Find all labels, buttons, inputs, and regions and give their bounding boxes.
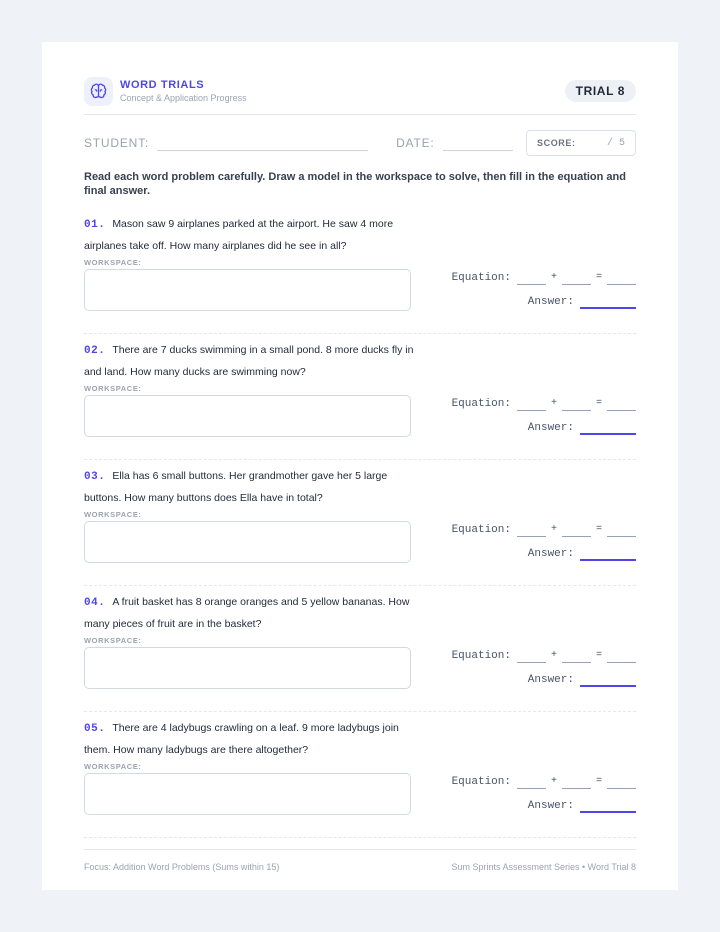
workspace-box[interactable] (84, 395, 411, 437)
problem-text (84, 340, 414, 383)
footer-focus: Focus: Addition Word Problems (Sums within 15) (84, 862, 280, 872)
footer-series: Sum Sprints Assessment Series • Word Trial 8 (451, 862, 636, 872)
brand (84, 77, 247, 106)
plus-sign: + (550, 524, 557, 535)
equation-row (452, 521, 636, 537)
addend-2-blank[interactable] (562, 269, 591, 285)
addend-1-blank[interactable] (517, 269, 546, 285)
app-title: WORD TRIALS (120, 78, 205, 91)
workspace-label: WORKSPACE: (84, 510, 142, 519)
addend-2-blank[interactable] (562, 773, 591, 789)
equation-label: Equation: (451, 650, 511, 662)
problem-number: 01. (84, 219, 106, 231)
problem-question: A fruit basket has 8 orange oranges and 5 yellow bananas. How many pieces of fruit are in the basket? (84, 596, 410, 630)
answer-label: Answer: (527, 800, 574, 812)
sum-blank[interactable] (607, 773, 636, 789)
addend-2-blank[interactable] (562, 647, 591, 663)
addend-1-blank[interactable] (517, 647, 546, 663)
equation-label: Equation: (451, 776, 511, 788)
problem-question: There are 7 ducks swimming in a small pond. 8 more ducks fly in and land. How many ducks are swimming now? (84, 344, 414, 378)
problem-question: Mason saw 9 airplanes parked at the airport. He saw 4 more airplanes take off. How many airplanes did he see in all? (84, 218, 394, 252)
problem-text (84, 214, 414, 257)
instructions: Read each word problem carefully. Draw a model in the workspace to solve, then fill in the equation and final answer. (84, 171, 626, 197)
trial-badge: TRIAL 8 (565, 80, 636, 102)
answer-blank[interactable] (580, 545, 636, 561)
problem-item (84, 334, 636, 460)
problem-number: 02. (84, 345, 106, 357)
plus-sign: + (550, 650, 557, 661)
answer-row (528, 293, 636, 309)
equation-label: Equation: (451, 398, 511, 410)
answer-row (528, 797, 636, 813)
app-subtitle: Concept & Application Progress (120, 92, 247, 103)
equation-row (452, 647, 636, 663)
student-info-row (84, 130, 636, 156)
problem-item (84, 208, 636, 334)
workspace-box[interactable] (84, 773, 411, 815)
answer-blank[interactable] (580, 419, 636, 435)
addend-1-blank[interactable] (517, 395, 546, 411)
problem-number: 05. (84, 723, 106, 735)
problem-item (84, 712, 636, 838)
problem-number: 04. (84, 597, 106, 609)
addend-2-blank[interactable] (562, 395, 591, 411)
student-name-field[interactable] (157, 150, 368, 151)
problem-text (84, 466, 414, 509)
score-label: SCORE: (537, 138, 576, 148)
sum-blank[interactable] (607, 521, 636, 537)
student-label: STUDENT: (84, 136, 150, 150)
problem-question: There are 4 ladybugs crawling on a leaf. 9 more ladybugs join them. How many ladybugs are there altogether? (84, 722, 399, 756)
workspace-label: WORKSPACE: (84, 762, 142, 771)
workspace-box[interactable] (84, 647, 411, 689)
workspace-label: WORKSPACE: (84, 258, 142, 267)
problem-text (84, 592, 414, 635)
sum-blank[interactable] (607, 647, 636, 663)
brain-icon (84, 77, 113, 106)
equals-sign: = (595, 398, 602, 409)
problem-item (84, 586, 636, 712)
answer-blank[interactable] (580, 671, 636, 687)
workspace-box[interactable] (84, 521, 411, 563)
equals-sign: = (595, 650, 602, 661)
score-value: / 5 (606, 137, 625, 149)
equation-label: Equation: (451, 272, 511, 284)
sum-blank[interactable] (607, 269, 636, 285)
answer-row (528, 671, 636, 687)
answer-row (528, 545, 636, 561)
problem-list (84, 208, 636, 838)
equation-row (452, 269, 636, 285)
answer-blank[interactable] (580, 797, 636, 813)
problem-number: 03. (84, 471, 106, 483)
header-divider (84, 114, 636, 115)
equals-sign: = (595, 272, 602, 283)
answer-row (528, 419, 636, 435)
workspace-label: WORKSPACE: (84, 636, 142, 645)
addend-2-blank[interactable] (562, 521, 591, 537)
plus-sign: + (550, 272, 557, 283)
header (84, 72, 636, 110)
date-label: DATE: (396, 136, 435, 150)
equals-sign: = (595, 776, 602, 787)
date-field[interactable] (443, 150, 513, 151)
addend-1-blank[interactable] (517, 773, 546, 789)
footer-divider (84, 849, 636, 850)
footer (84, 862, 636, 872)
plus-sign: + (550, 398, 557, 409)
problem-text (84, 718, 414, 761)
equals-sign: = (595, 524, 602, 535)
problem-item (84, 460, 636, 586)
answer-blank[interactable] (580, 293, 636, 309)
problem-question: Ella has 6 small buttons. Her grandmother gave her 5 large buttons. How many buttons does Ella have in total? (84, 470, 388, 504)
equation-row (452, 395, 636, 411)
answer-label: Answer: (527, 296, 574, 308)
addend-1-blank[interactable] (517, 521, 546, 537)
score-box[interactable] (526, 130, 636, 156)
answer-label: Answer: (527, 548, 574, 560)
sum-blank[interactable] (607, 395, 636, 411)
workspace-label: WORKSPACE: (84, 384, 142, 393)
answer-label: Answer: (527, 422, 574, 434)
workspace-box[interactable] (84, 269, 411, 311)
equation-row (452, 773, 636, 789)
equation-label: Equation: (451, 524, 511, 536)
worksheet (42, 42, 678, 890)
answer-label: Answer: (527, 674, 574, 686)
plus-sign: + (550, 776, 557, 787)
